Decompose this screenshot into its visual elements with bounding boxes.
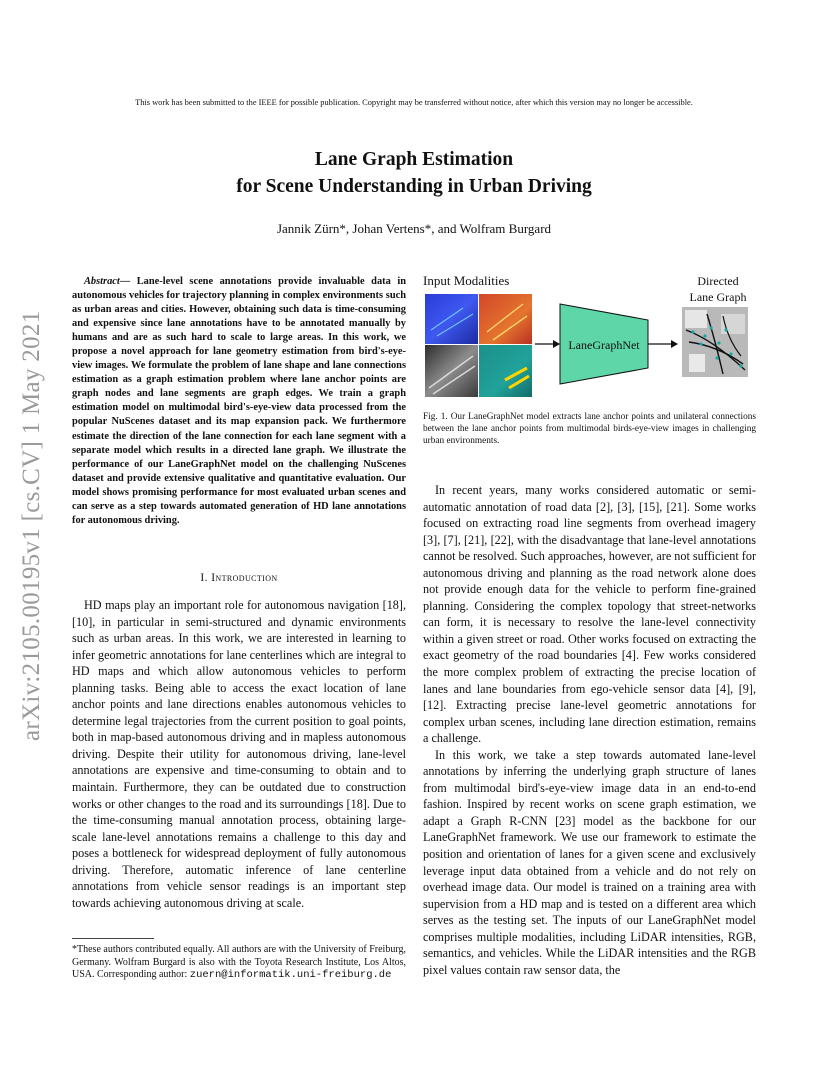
figure-1-caption: Fig. 1. Our LaneGraphNet model extracts lane anchor points and unilateral connections between the lane anchor points from multimodal birds-eye-view images in challenging urban environments.: [423, 412, 756, 446]
rgb-tile: [479, 294, 532, 344]
author-list: Jannik Zürn*, Johan Vertens*, and Wolfram Burgard: [276, 221, 552, 236]
input-tiles: [425, 294, 532, 397]
footnote-email: zuern@informatik.uni-freiburg.de: [189, 969, 392, 981]
arxiv-stamp: arXiv:2105.00195v1 [cs.CV] 1 May 2021: [18, 310, 45, 741]
abstract-label: Abstract: [84, 276, 120, 287]
title-line-2: for Scene Understanding in Urban Driving: [236, 176, 592, 197]
figure-1-graphic: [423, 270, 756, 410]
section-numeral: I.: [200, 572, 212, 584]
footnote-rule: [72, 938, 154, 939]
lanegraphnet-label: LaneGraphNet: [568, 338, 640, 352]
footnote: [72, 944, 406, 982]
figure-1: [423, 270, 756, 410]
abstract: [72, 275, 406, 528]
intro-column: [72, 597, 406, 911]
right-column: [423, 482, 756, 978]
footnote-text: *These authors contributed equally. All authors are with the University of Freiburg, Germany. Wolfram Burgard is also with the Toyota Research Institute, Los Altos, USA. Corresponding author:: [72, 944, 406, 980]
section-title: Introduction: [211, 572, 278, 584]
output-label-line-2: Lane Graph: [689, 290, 747, 304]
title-line-1: Lane Graph Estimation: [314, 149, 514, 170]
abstract-dash: —: [119, 276, 137, 287]
intro-paragraph: HD maps play an important role for autonomous navigation [18], [10], in particular in semi-structured and dynamic environments such as urban areas. In this work, we are interested in learning to infer geometric annotations for lane centerlines which are integral to HD maps and which allow autonomous vehicles to perform planning tasks. Being able to access the exact location of lane anchor points and lane directions enables autonomous vehicles to determine legal trajectories from the current position to goal points, both in map-based autonomous driving and in mapless autonomous driving. Despite their utility for autonomous driving, lane-level annotations are expensive and time-consuming to obtain and to maintain. Furthermore, they can be outdated due to construction works or other changes to the road and its surroundings [18]. Due to the time-consuming manual annotation process, obtaining large-scale lane-level annotations remains a challenge to this day and poses a bottleneck for widespread deployment of fully autonomous driving. Therefore, automatic inference of lane centerline annotations from vehicle sensor readings is an important step towards achieving autonomous driving at scale.: [72, 598, 407, 910]
arrow-in-head: [553, 340, 560, 348]
lidar-tile: [425, 294, 478, 344]
section-heading-introduction: [72, 572, 406, 584]
output-lane-graph: [682, 307, 748, 377]
output-label-line-1: Directed: [697, 274, 739, 288]
abstract-text: Lane-level scene annotations provide invaluable data in autonomous vehicles for trajectory planning in complex environments such as urban areas and cities. However, obtaining such data is time-consuming and expensive since lane annotations have to be annotated manually by humans and are as such hard to scale to large areas. In this work, we propose a novel approach for lane geometry estimation from bird's-eye-view images. We formulate the problem of lane shape and lane connections estimation as a graph estimation problem where lane anchor points are graph nodes and lane segments are graph edges. We train a graph estimation model on multimodal bird's-eye-view data processed from the popular NuScenes dataset and its map expansion pack. We furthermore estimate the direction of the lane connection for each lane segment with a separate model which results in a directed lane graph. We illustrate the performance of our LaneGraphNet model on the challenging NuScenes dataset and provide extensive qualitative and quantitative evaluation. Our model shows promising performance for most evaluated urban scenes and can serve as a step towards automated generation of HD lane annotations for autonomous driving.: [72, 276, 406, 526]
input-modalities-label: Input Modalities: [423, 273, 510, 288]
paper-title: [0, 146, 828, 200]
paragraph-contribution: In this work, we take a step towards automated lane-level annotations by inferring the underlying graph structure of lanes from multimodal bird's-eye-view image data in an end-to-end fashion. Inspired by recent works on scene graph estimation, we adapt a Graph R-CNN [23] model as the backbone for our LaneGraphNet framework. We use our framework to estimate the position and orientation of lanes for a given scene and exclusively leverage input data obtained from a vehicle and do not rely on overhead image data. Our model is trained on a training area with supervision from a HD map and is tested on a different area which serves as the testing set. The inputs of our LaneGraphNet model comprises multiple modalities, including LiDAR intensities, RGB, semantics, and vehicles. While the LiDAR intensities and the RGB pixel values contain raw sensor data, the: [423, 747, 756, 977]
arrow-out-head: [671, 340, 678, 348]
submission-notice: This work has been submitted to the IEEE for possible publication. Copyright may be transferred without notice, after which this version may no longer be accessible.: [135, 98, 693, 107]
paragraph-related-work: In recent years, many works considered automatic or semi-automatic annotation of road data [2], [3], [15], [21]. Some works focused on extracting road line segments from overhead imagery [3], [7], [21], [22], with the disadvantage that lane-level annotations cannot be resolved. Such approaches, however, are not sufficient for autonomous driving and planning as the road network alone does not provide enough data for the vehicle to perform fine-grained planning. Considering the complex topology that street-networks can form, it is necessary to resolve the lane-level connectivity within a given street or road. Other works focused on extracting the exact geometry of the road boundaries [4]. Few works considered the more complex problem of extracting the precise location of lanes and lane boundaries from ego-vehicle sensor data [4], [9], [12]. Extracting precise lane-level geometric annotations for complex urban scenes, including lane direction estimation, remains a challenge.: [423, 483, 756, 746]
